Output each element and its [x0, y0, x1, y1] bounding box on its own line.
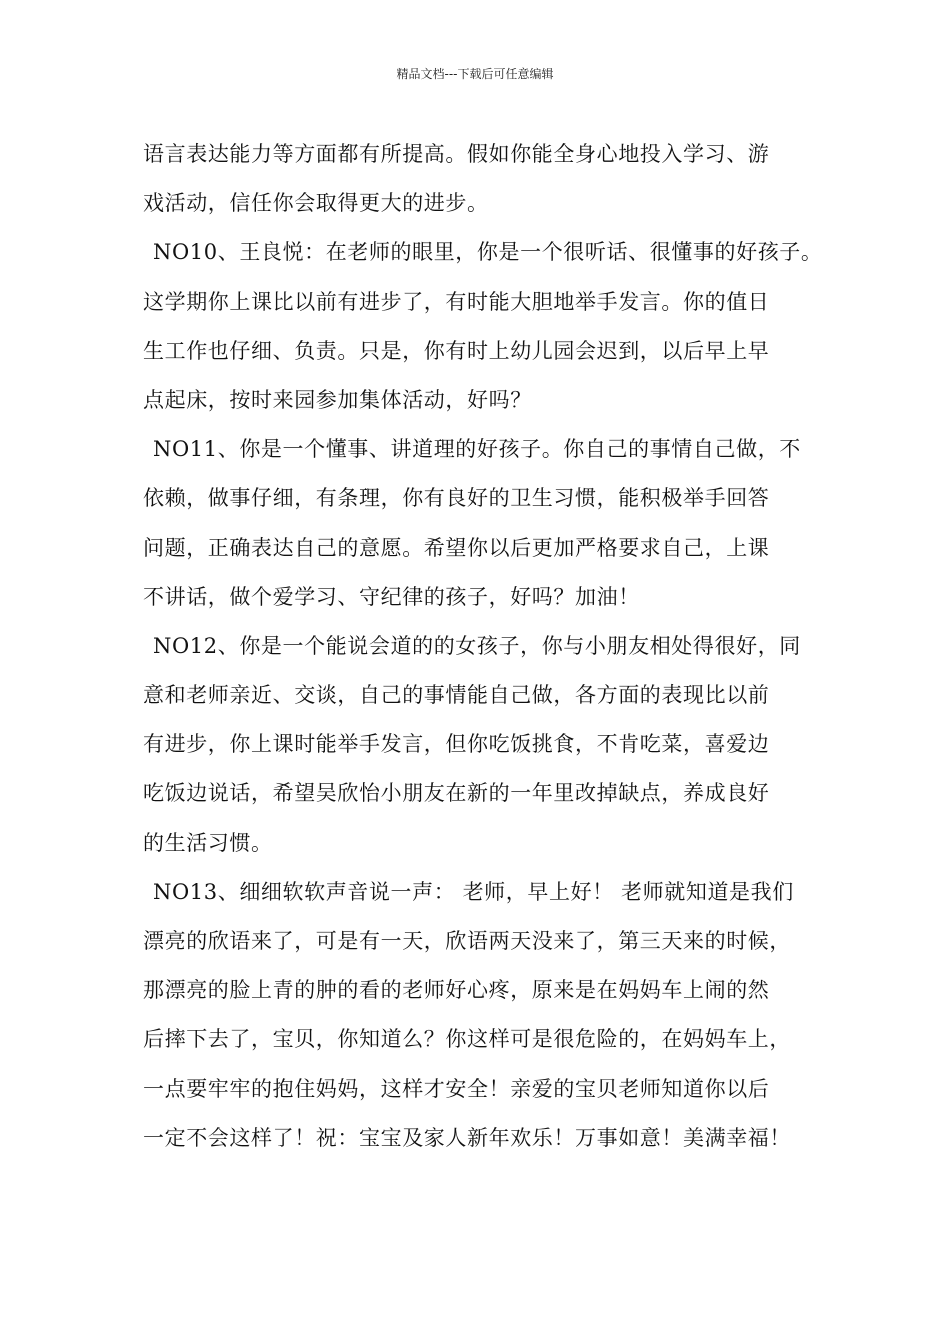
text-line: 生工作也仔细、负责。只是，你有时上幼儿园会迟到，以后早上早: [143, 338, 770, 363]
paragraph-start-no12: NO12、你是一个能说会道的的女孩子，你与小朋友相处得很好，同: [153, 633, 801, 658]
text-line: 的生活习惯。: [143, 830, 273, 855]
text-line: 依赖，做事仔细，有条理，你有良好的卫生习惯，能积极举手回答: [143, 486, 770, 511]
text-line: 后摔下去了，宝贝，你知道么？你这样可是很危险的，在妈妈车上，: [143, 1027, 791, 1052]
paragraph-start-no13: NO13、细细软软声音说一声： 老师，早上好！ 老师就知道是我们: [153, 879, 794, 904]
text-line: 一定不会这样了！祝：宝宝及家人新年欢乐！万事如意！美满幸福！: [143, 1125, 791, 1150]
document-body: [143, 130, 823, 1163]
text-line: 有进步，你上课时能举手发言，但你吃饭挑食，不肯吃菜，喜爱边: [143, 732, 770, 757]
text-line: 漂亮的欣语来了，可是有一天，欣语两天没来了，第三天来的时候，: [143, 929, 791, 953]
page-header: 精品文档---下载后可任意编辑: [396, 67, 554, 81]
text-line: 语言表达能力等方面都有所提高。假如你能全身心地投入学习、游: [143, 142, 770, 166]
text-line: 点起床，按时来园参加集体活动，好吗？: [143, 387, 532, 412]
paragraph-start-no11: NO11、你是一个懂事、讲道理的好孩子。你自己的事情自己做，不: [153, 437, 801, 462]
text-line: 吃饭边说话，希望吴欣怡小朋友在新的一年里改掉缺点，养成良好: [143, 781, 770, 806]
text-line: 问题，正确表达自己的意愿。希望你以后更加严格要求自己，上课: [143, 535, 770, 560]
text-line: 那漂亮的脸上青的肿的看的老师好心疼，原来是在妈妈车上闹的然: [143, 978, 770, 1003]
text-line: 不讲话，做个爱学习、守纪律的孩子，好吗？加油！: [143, 584, 640, 609]
text-line: 这学期你上课比以前有进步了，有时能大胆地举手发言。你的值日: [143, 289, 770, 314]
text-line: 一点要牢牢的抱住妈妈，这样才安全！亲爱的宝贝老师知道你以后: [143, 1076, 770, 1101]
text-line: 戏活动，信任你会取得更大的进步。: [143, 191, 489, 216]
text-line: 意和老师亲近、交谈，自己的事情能自己做，各方面的表现比以前: [143, 683, 770, 708]
paragraph-start-no10: NO10、王良悦：在老师的眼里，你是一个很听话、很懂事的好孩子。: [153, 240, 823, 265]
